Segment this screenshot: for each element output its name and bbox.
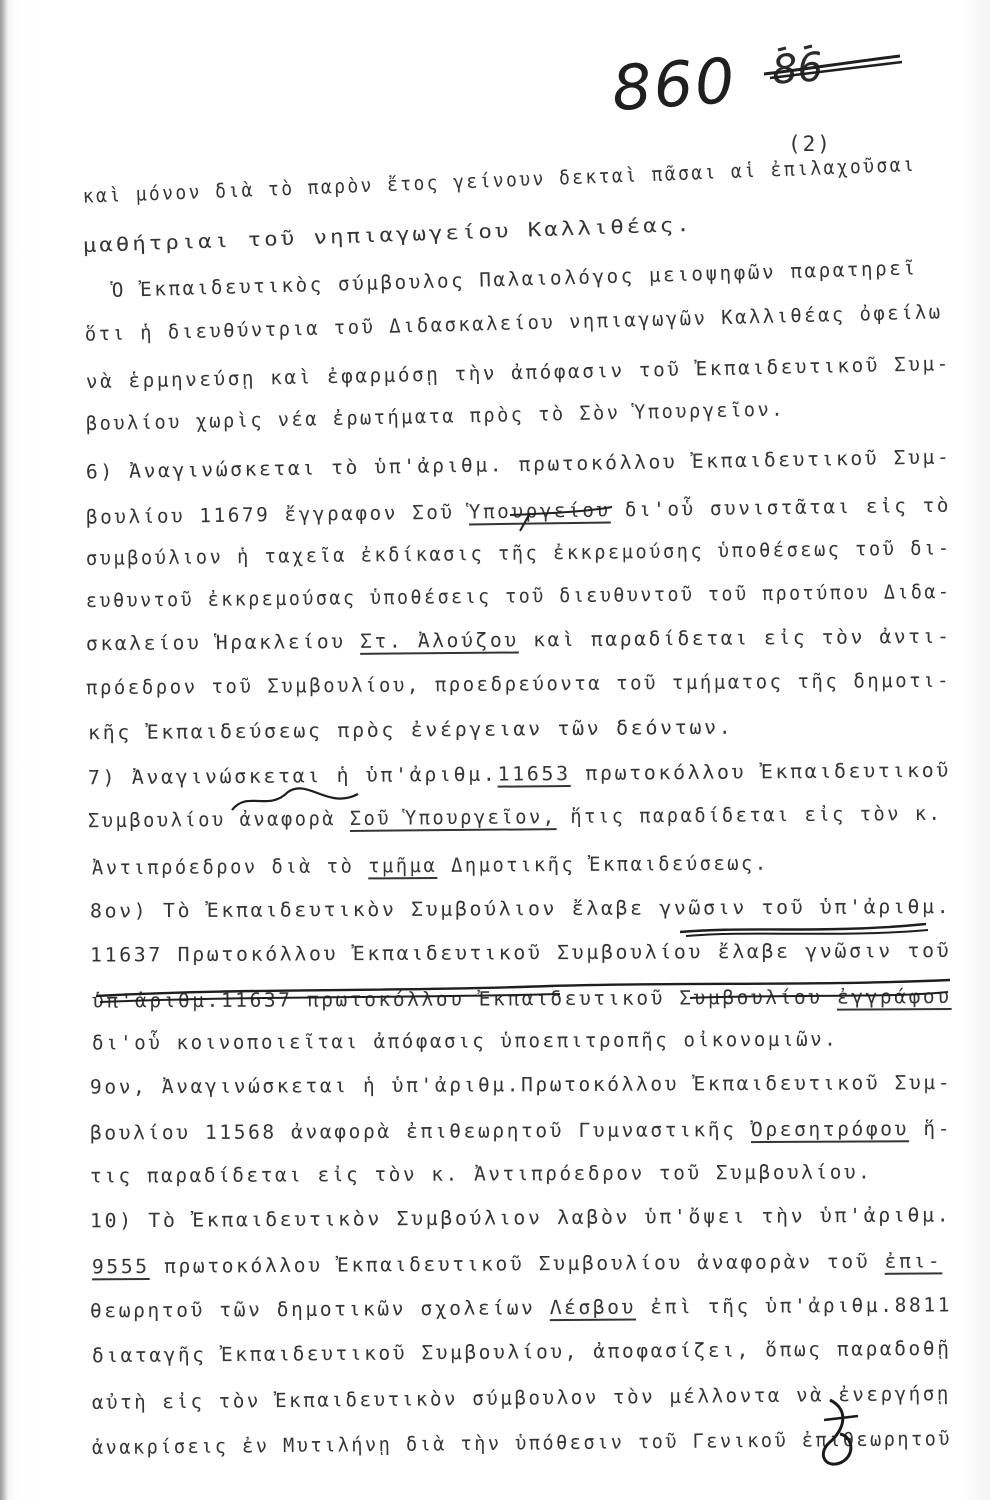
body-line-text: ὅτι ἡ διευθύντρια τοῦ Διδασκαλείου νηπιαγωγῶν Καλλιθέας ὀφείλω [84, 300, 943, 346]
handwritten-signature [800, 1390, 880, 1480]
body-line-text: καὶ μόνον διὰ τὸ παρὸν ἔτος γείνουν δεκταὶ πᾶσαι αἱ ἐπιλαχοῦσαι [82, 152, 917, 208]
body-line [0, 1203, 990, 1240]
body-line-text: 8ον) Τὸ Ἐκπαιδευτικὸν Συμβούλιον ἔλαβε γνῶσιν τοῦ ὑπ'ἀριθμ. [89, 895, 952, 923]
body-line-text: νὰ ἑρμηνεύσῃ καὶ ἐφαρμόσῃ τὴν ἀπόφασιν τοῦ Ἐκπαιδευτικοῦ Συμ- [85, 352, 952, 394]
body-line [0, 624, 990, 663]
body-line-text: κῆς Ἐκπαιδεύσεως πρὸς ἐνέργειαν τῶν δεόντων. [87, 715, 734, 745]
body-line-text: Ὁ Ἐκπαιδευτικὸς σύμβουλος Παλαιολόγος μειοψηφῶν παρατηρεῖ [111, 256, 918, 302]
body-line [0, 801, 990, 840]
body-line-text: βουλίου 11568 ἀναφορὰ ἐπιθεωρητοῦ Γυμναστικῆς Ὀρεσητρόφου ἥ- [89, 1117, 953, 1145]
body-line-text: σκαλείου Ἡρακλείου Στ. Ἀλούζου καὶ παραδίδεται εἰς τὸν ἀντι- [85, 624, 952, 656]
body-line [0, 351, 990, 402]
body-line-text: 7) Ἀναγινώσκεται ἡ ὑπ'ἀριθμ.11653 πρωτοκόλλου Ἐκπαιδευτικοῦ [87, 758, 952, 790]
body-line [0, 536, 990, 578]
body-line-text: 6) Ἀναγινώσκεται τὸ ὑπ'ἀριθμ. πρωτοκόλλου Ἐκπαιδευτικοῦ Συμ- [85, 445, 952, 484]
body-line [0, 758, 990, 797]
body-line-text: θεωρητοῦ τῶν δημοτικῶν σχολείων Λέσβου ἐπὶ τῆς ὑπ'ἀριθμ.8811 [89, 1293, 953, 1323]
body-line [0, 393, 990, 444]
body-line [0, 1160, 990, 1195]
body-line [0, 580, 990, 620]
body-line-text: πρόεδρον τοῦ Συμβουλίου, προεδρεύοντα τοῦ τμήματος τῆς δημοτι- [85, 668, 952, 700]
body-line [0, 850, 990, 887]
body-line-text: αὐτὴ εἰς τὸν Ἐκπαιδευτικὸν σύμβουλον τὸν μέλλοντα νὰ ἐνεργήσῃ [91, 1382, 952, 1415]
body-line-text: βουλίου χωρὶς νέα ἐρωτήματα πρὸς τὸ Σὸν Ὑπουργεῖον. [85, 397, 786, 436]
body-line-text: διαταγῆς Ἐκπαιδευτικοῦ Συμβουλίου, ἀποφασίζει, ὅπως παραδοθῇ [91, 1336, 952, 1368]
body-line [0, 1293, 990, 1330]
body-line [0, 1117, 990, 1152]
body-line [0, 493, 990, 537]
body-line-text: τις παραδίδεται εἰς τὸν κ. Ἀντιπρόεδρον τοῦ Συμβουλίου. [89, 1160, 873, 1188]
body-line-text: Συμβουλίου ἀναφορὰ Σοῦ Ὑπουργεῖον, ἥτις παραδίδεται εἰς τὸν κ. [87, 801, 943, 833]
body-line-text: μαθήτριαι τοῦ νηπιαγωγείου Καλλιθέας. [82, 212, 694, 258]
body-line [0, 1071, 990, 1106]
body-line-text: ὑπ'ἀριθμ.11637 πρωτοκόλλου Ἐκπαιδευτικοῦ Συμβουλίου ἐγγράφου [91, 985, 952, 1013]
body-line-text: βουλίου 11679 ἔγγραφον Σοῦ Ὑπουργείου δι'οὗ συνιστᾶται εἰς τὸ [85, 493, 952, 529]
body-line [0, 895, 990, 930]
body-line [0, 1336, 990, 1375]
handwritten-folio-number: 860 [609, 43, 739, 126]
page-number: (2) [788, 132, 832, 156]
body-line-text: ἀνακρίσεις ἐν Μυτιλήνῃ διὰ τὴν ὑπόθεσιν τοῦ Γενικοῦ ἐπιθεωρητοῦ [91, 1427, 953, 1460]
body-line [0, 713, 990, 752]
body-line-text: 10) Τὸ Ἐκπαιδευτικὸν Συμβούλιον λαβὸν ὑπ'ὄψει τὴν ὑπ'ἀριθμ. [89, 1203, 952, 1233]
body-line [0, 668, 990, 707]
body-line-text: συμβούλιον ἡ ταχεῖα ἐκδίκασις τῆς ἐκκρεμούσης ὑποθέσεως τοῦ δι- [85, 536, 952, 570]
body-line-text: 9ον, Ἀναγινώσκεται ἡ ὑπ'ἀριθμ.Πρωτοκόλλου Ἐκπαιδευτικοῦ Συμ- [89, 1071, 953, 1099]
body-line-text: 11637 Πρωτοκόλλου Ἐκπαιδευτικοῦ Συμβουλίου ἔλαβε γνῶσιν τοῦ [89, 939, 952, 967]
body-line-text: ευθυντοῦ ἐκκρεμούσας ὑποθέσεις τοῦ διευθυντοῦ τοῦ προτύπου Διδα- [85, 580, 952, 613]
body-line-text: 9555 πρωτοκόλλου Ἐκπαιδευτικοῦ Συμβουλίου ἀναφορὰν τοῦ ἐπι- [91, 1249, 943, 1279]
body-line [0, 445, 990, 492]
body-line [0, 1249, 990, 1286]
body-line [0, 985, 990, 1020]
body-line-text: Ἀντιπρόεδρον διὰ τὸ τμῆμα Δημοτικῆς Ἐκπαιδεύσεως. [91, 851, 769, 880]
body-line [0, 1027, 990, 1062]
body-line-text: δι'οὗ κοινοποιεῖται ἀπόφασις ὑποεπιτροπῆς οἰκονομιῶν. [91, 1027, 839, 1055]
body-line [0, 939, 990, 974]
struck-out-number: 86 [770, 44, 825, 94]
strike-through-mark [760, 40, 910, 90]
